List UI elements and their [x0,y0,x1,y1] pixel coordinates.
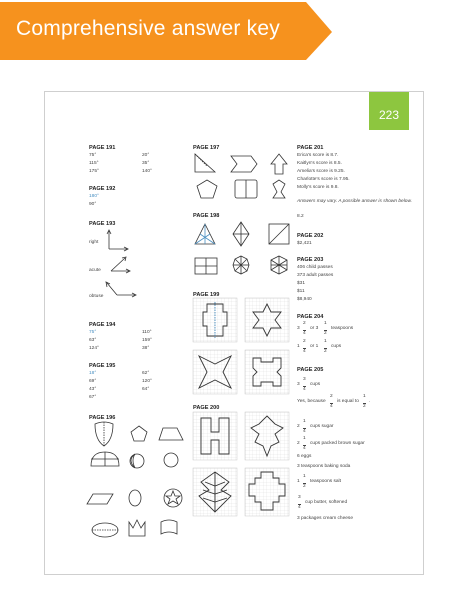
answer: $31 [297,281,306,286]
heading-page-201: PAGE 201 [297,145,324,151]
heading-page-191: PAGE 191 [89,145,116,151]
angle-label-obtuse: obtuse [89,294,104,299]
banner-title: Comprehensive answer key [16,17,280,40]
denominator: 4 [298,505,301,510]
answer: 63° [89,338,97,343]
heading-page-192: PAGE 192 [89,186,116,192]
answer: Charlotte's score is 7.95. [297,177,350,182]
heading-page-195: PAGE 195 [89,363,116,369]
answer: Amelia's score is 9.25. [297,169,345,174]
answer: 75° [89,153,97,158]
answer: 90° [89,202,97,207]
heading-page-203: PAGE 203 [297,257,324,263]
unit: cups [310,382,321,387]
heading-page-198: PAGE 198 [193,213,220,219]
denominator: 2 [363,404,366,409]
denominator: 2 [303,484,306,489]
answer: 406 child passes [297,265,333,270]
text: is equal to [337,399,359,404]
heading-page-193: PAGE 193 [89,221,116,227]
heading-page-202: PAGE 202 [297,233,324,239]
shape-symmetry-diagrams [89,422,189,562]
note: Answers may vary. A possible answer is shown below. [297,199,412,204]
whole-number: 2 [297,441,300,446]
answer: Kaitlyn's score is 8.5. [297,161,342,166]
denominator: 4 [303,349,306,354]
denominator: 2 [324,349,327,354]
angle-label-acute: acute [89,268,101,273]
recipe-item: 3 teaspoons baking soda [297,464,351,469]
denominator: 4 [330,404,333,409]
answer: 115° [89,161,99,166]
whole-number: 2 [297,424,300,429]
connector: or 3 [310,326,319,331]
header-banner [0,0,334,62]
recipe-item: teaspoons salt [310,479,341,484]
recipe-item: cup butter, softened [305,500,348,505]
whole-number: 1 [297,479,300,484]
numerator: 3 [303,377,306,382]
heading-page-194: PAGE 194 [89,322,116,328]
heading-page-199: PAGE 199 [193,292,220,298]
answer: 20° [142,153,150,158]
denominator: 4 [303,446,306,451]
numerator: 2 [303,339,306,344]
numerator: 1 [363,394,366,399]
numerator: 2 [303,321,306,326]
numerator: 3 [298,495,301,500]
whole-number: 1 [297,344,300,349]
unit: teaspoons [331,326,354,331]
heading-page-196: PAGE 196 [89,415,116,421]
angle-label-right: right [89,240,99,245]
answer: 43° [89,387,97,392]
answer: 64° [142,387,150,392]
connector: or 1 [310,344,319,349]
answer: 8.2 [297,214,304,219]
answer: 110° [142,330,152,335]
numerator: 2 [330,394,333,399]
denominator: 4 [303,387,306,392]
recipe-item: 6 eggs [297,454,312,459]
answer: 175° [89,169,99,174]
denominator: 4 [303,429,306,434]
denominator: 4 [303,331,306,336]
text: Yes, because [297,399,326,404]
answer-key-page [44,91,424,575]
grid-shape-drawings [193,412,293,522]
answer: 62° [142,371,150,376]
answer: 140° [142,169,152,174]
angle-diagrams [105,227,145,307]
whole-number: 3 [297,382,300,387]
answer: 75° [89,330,97,335]
grid-shape-drawings [193,298,293,398]
recipe-item: cups packed brown sugar [310,441,365,446]
recipe-item: cups sugar [310,424,334,429]
answer: 18° [89,371,97,376]
answer: $2,421 [297,241,312,246]
text: . [369,399,371,404]
answer: 38° [142,346,150,351]
lines-of-symmetry-diagrams [193,220,293,290]
numerator: 1 [303,436,306,441]
page-number: 223 [369,92,409,130]
answer: 373 adult passes [297,273,334,278]
answer: 35° [142,161,150,166]
denominator: 2 [324,331,327,336]
heading-page-205: PAGE 205 [297,367,324,373]
numerator: 1 [324,339,327,344]
heading-page-200: PAGE 200 [193,405,220,411]
answer: Erica's score is 8.7. [297,153,339,158]
numerator: 1 [324,321,327,326]
answer: 67° [89,395,97,400]
numerator: 1 [303,419,306,424]
shape-line-diagrams [193,152,293,202]
heading-page-197: PAGE 197 [193,145,220,151]
numerator: 1 [303,474,306,479]
answer: $8,940 [297,297,312,302]
answer: 159° [142,338,152,343]
answer: $11 [297,289,305,294]
answer: 120° [142,379,152,384]
answer: 69° [89,379,97,384]
whole-number: 3 [297,326,300,331]
heading-page-204: PAGE 204 [297,314,324,320]
answer: Molly's score is 9.8. [297,185,339,190]
recipe-item: 3 packages cream cheese [297,516,353,521]
answer: 180° [89,194,99,199]
unit: cups [331,344,342,349]
answer: 124° [89,346,99,351]
